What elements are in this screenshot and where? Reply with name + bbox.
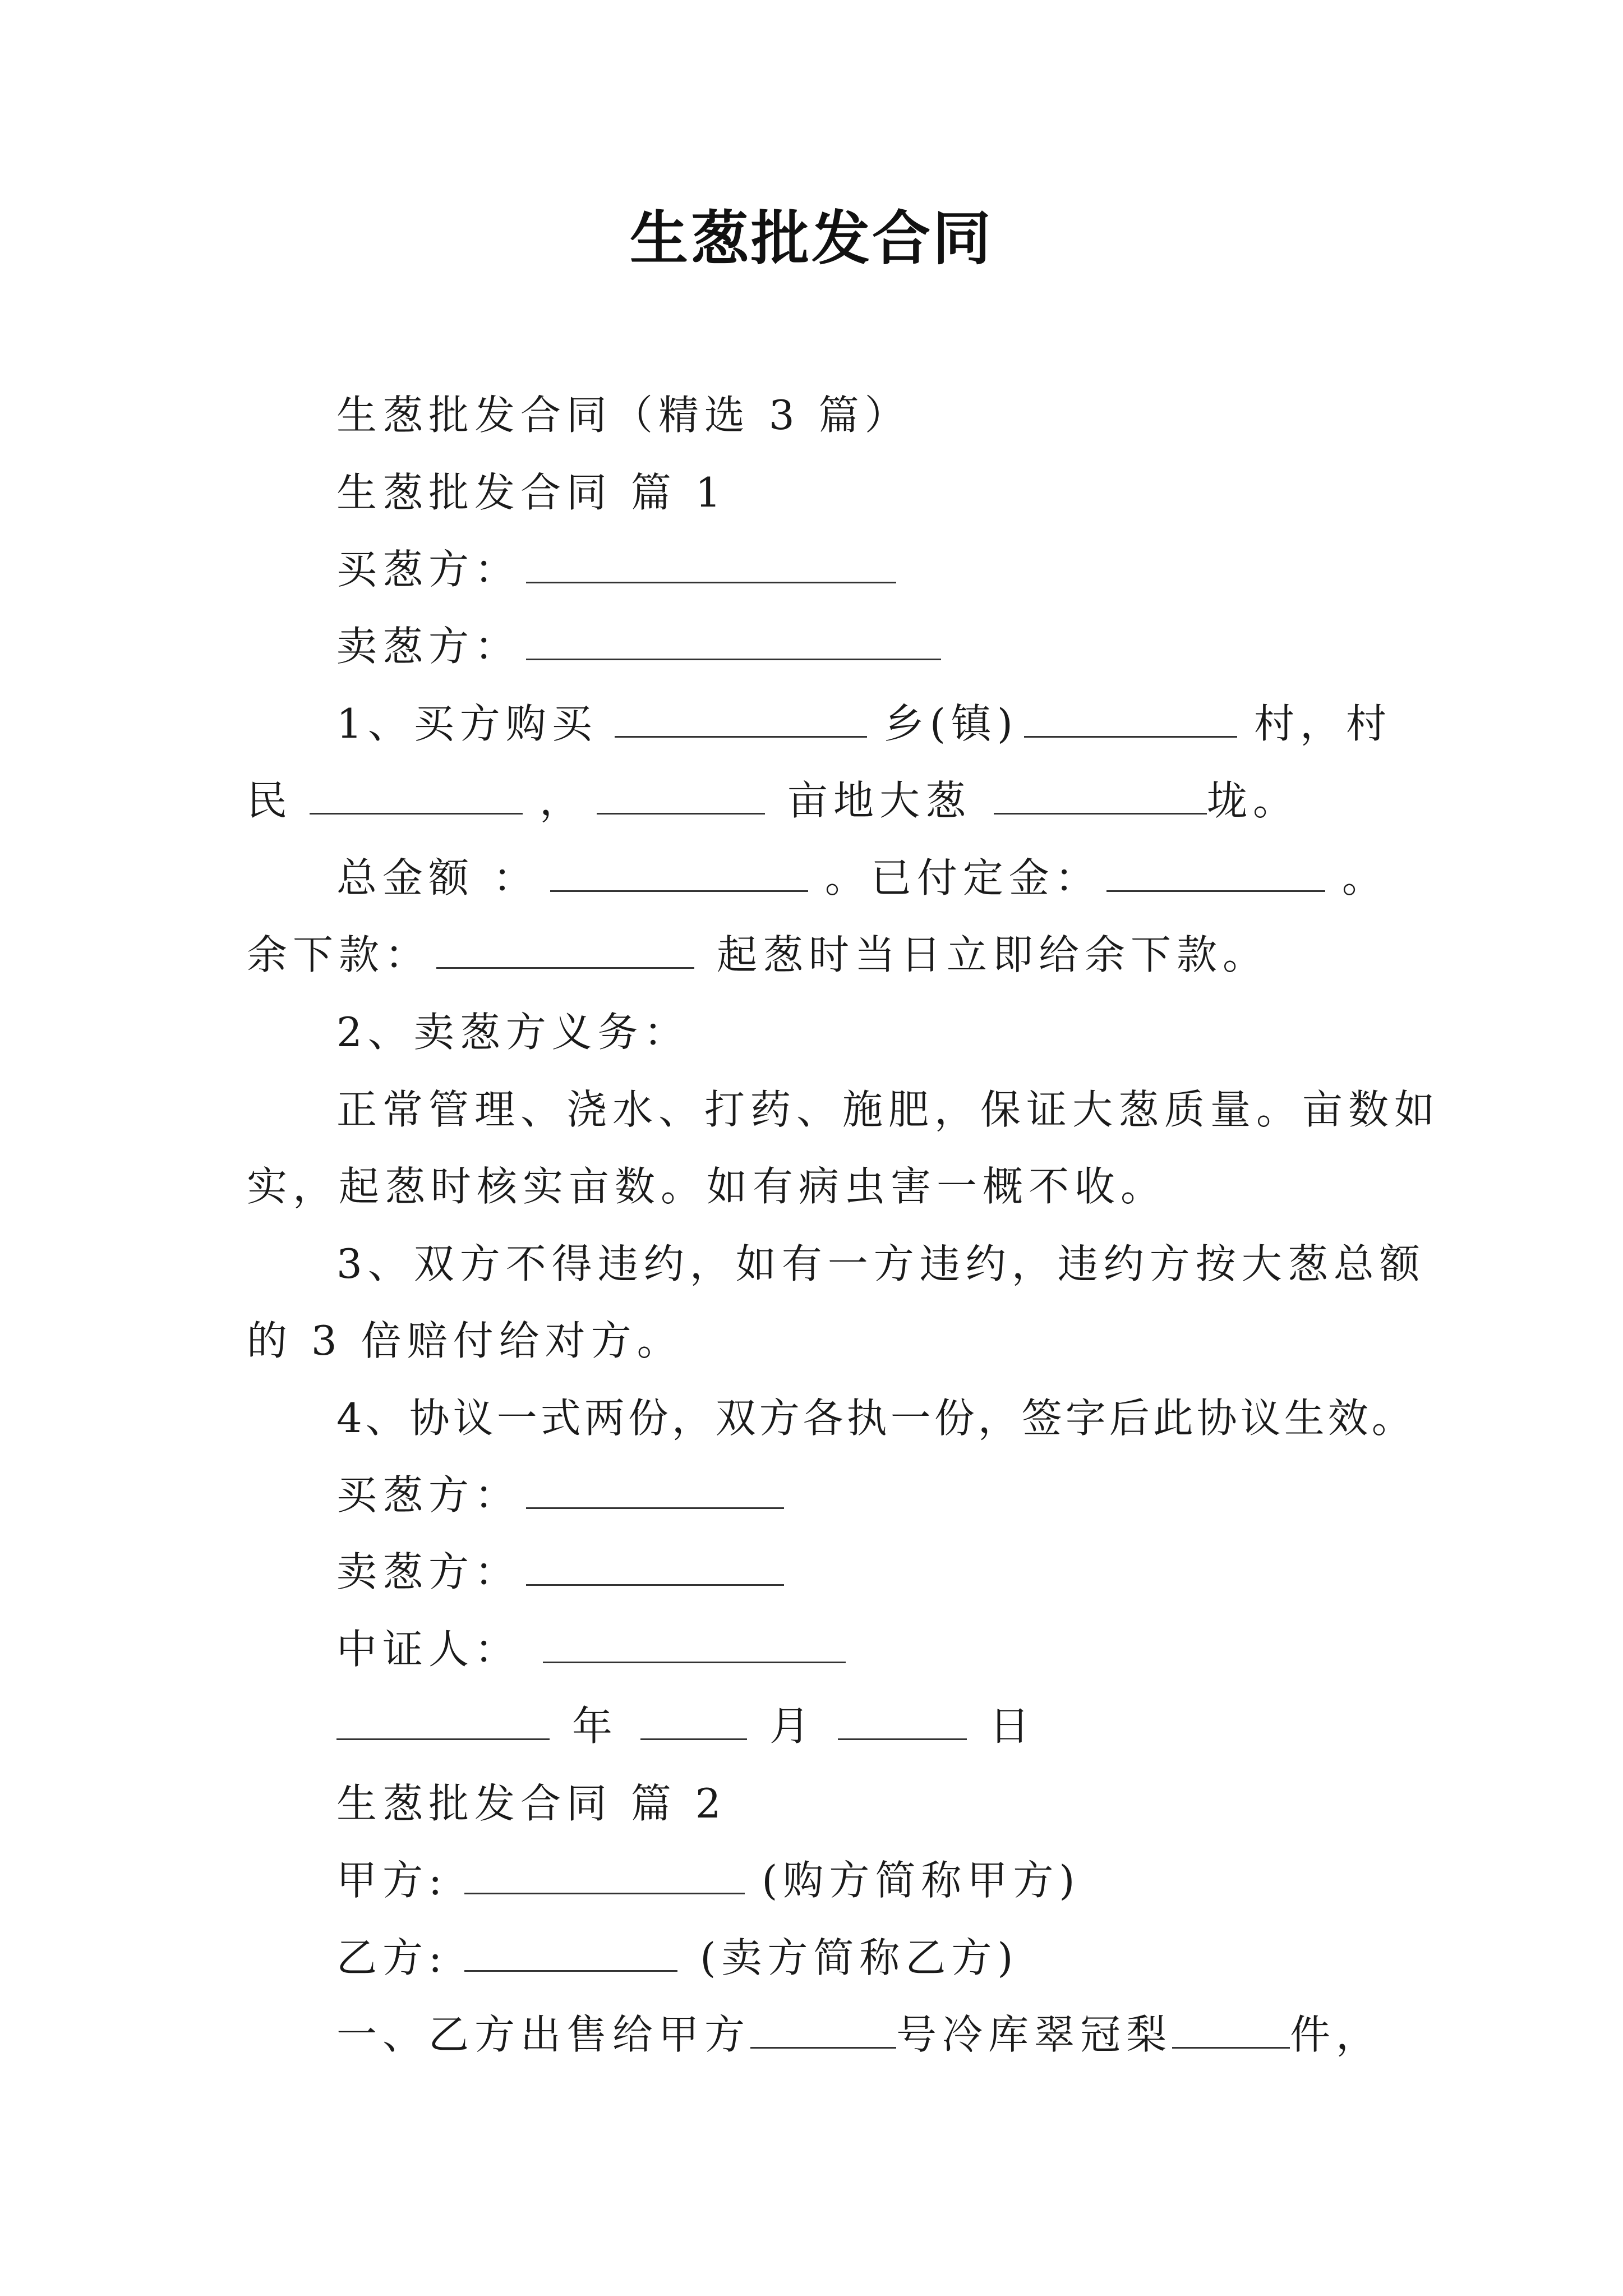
villager-blank bbox=[310, 772, 523, 815]
village-blank bbox=[1024, 696, 1237, 738]
total-label: 总金额 ： bbox=[336, 854, 539, 901]
seller-blank bbox=[526, 618, 941, 660]
party-b-note: (卖方简称乙方) bbox=[700, 1934, 1019, 1981]
clause3-line2 bbox=[247, 1313, 683, 1369]
payment-line2 bbox=[247, 927, 1269, 983]
township-blank bbox=[615, 696, 867, 738]
sign-buyer-label: 买葱方： bbox=[336, 1471, 521, 1519]
balance-label: 余下款： bbox=[247, 931, 431, 978]
party-a-blank bbox=[464, 1852, 745, 1894]
seller-label: 卖葱方： bbox=[336, 623, 521, 670]
buyer-blank bbox=[526, 541, 896, 583]
date-day: 日 bbox=[989, 1703, 1036, 1750]
clause1-d: 民 bbox=[247, 777, 293, 824]
document-title: 生葱批发合同 bbox=[629, 204, 993, 273]
acre-blank bbox=[597, 772, 765, 815]
clause3-line1 bbox=[336, 1236, 1426, 1292]
warehouse-blank bbox=[750, 2007, 896, 2049]
clause2-body-2-text: 实，起葱时核实亩数。如有病虫害一概不收。 bbox=[247, 1163, 1167, 1210]
clause4-text: 4、协议一式两份，双方各执一份，签字后此协议生效。 bbox=[336, 1395, 1415, 1442]
clause3-2-text: 的 3 倍赔付给对方。 bbox=[247, 1317, 683, 1364]
part1-heading bbox=[336, 464, 727, 521]
payment-line1 bbox=[336, 850, 1388, 906]
total-blank bbox=[550, 850, 808, 892]
quantity-blank bbox=[1172, 2007, 1290, 2049]
party-a-note: (购方简称甲方) bbox=[762, 1857, 1081, 1904]
clause3-1-text: 3、双方不得违约，如有一方违约，违约方按大葱总额 bbox=[336, 1240, 1426, 1287]
buyer-line bbox=[336, 541, 902, 597]
clause4 bbox=[336, 1390, 1415, 1446]
party-b-blank bbox=[464, 1930, 677, 1972]
date-month: 月 bbox=[769, 1703, 816, 1750]
party-b-label: 乙方: bbox=[336, 1934, 448, 1981]
clause2-body-1 bbox=[336, 1082, 1440, 1138]
sign-buyer-blank bbox=[526, 1467, 784, 1509]
clause-cn1-line bbox=[336, 2007, 1382, 2063]
balance-text: 起葱时当日立即给余下款。 bbox=[717, 931, 1269, 978]
party-b-line bbox=[336, 1930, 1018, 1986]
clause2-body-1-text: 正常管理、浇水、打药、施肥，保证大葱质量。亩数如 bbox=[336, 1086, 1441, 1133]
date-line bbox=[336, 1698, 1035, 1754]
balance-blank bbox=[436, 927, 694, 969]
part1-heading-text: 生葱批发合同 篇 1 bbox=[336, 469, 727, 516]
clause1-g: 垅。 bbox=[1207, 777, 1299, 824]
year-blank bbox=[336, 1698, 550, 1740]
clause1-a: 1、买方购买 bbox=[336, 700, 598, 747]
deposit-blank bbox=[1106, 850, 1325, 892]
party-a-label: 甲方: bbox=[336, 1857, 448, 1904]
rows-blank bbox=[994, 772, 1207, 815]
subtitle-text: 生葱批发合同（精选 3 篇） bbox=[336, 392, 911, 439]
sign-witness-blank bbox=[543, 1621, 846, 1663]
month-blank bbox=[640, 1698, 747, 1740]
clause1-c: 村，村 bbox=[1254, 700, 1393, 747]
sign-seller-line bbox=[336, 1544, 790, 1600]
clause1-line1 bbox=[336, 696, 1392, 752]
clause1-e: ， bbox=[540, 777, 586, 824]
buyer-label: 买葱方： bbox=[336, 546, 521, 593]
clause2-heading-text: 2、卖葱方义务： bbox=[336, 1009, 690, 1056]
clause-cn1-a: 一、乙方出售给甲方 bbox=[336, 2011, 751, 2058]
sign-seller-blank bbox=[526, 1544, 784, 1586]
sign-seller-label: 卖葱方： bbox=[336, 1548, 521, 1595]
sign-buyer-line bbox=[336, 1467, 790, 1523]
clause-cn1-c: 件， bbox=[1290, 2011, 1382, 2058]
clause-cn1-b: 号冷库翠冠梨 bbox=[896, 2011, 1173, 2058]
clause1-f: 亩地大葱 bbox=[787, 777, 972, 824]
date-year: 年 bbox=[572, 1703, 619, 1750]
subtitle bbox=[336, 387, 911, 443]
party-a-line bbox=[336, 1852, 1080, 1908]
period: 。 bbox=[1341, 854, 1388, 901]
part2-heading bbox=[336, 1775, 727, 1832]
clause2-heading bbox=[336, 1004, 690, 1060]
clause2-body-2 bbox=[247, 1158, 1166, 1214]
sign-witness-line bbox=[336, 1621, 851, 1677]
day-blank bbox=[838, 1698, 967, 1740]
clause1-b: 乡(镇) bbox=[883, 700, 1018, 747]
sign-witness-label: 中证人： bbox=[336, 1626, 521, 1673]
deposit-label: 。已付定金： bbox=[824, 854, 1101, 901]
clause1-line2 bbox=[247, 772, 1299, 829]
part2-heading-text: 生葱批发合同 篇 2 bbox=[336, 1780, 727, 1827]
seller-line bbox=[336, 618, 947, 674]
